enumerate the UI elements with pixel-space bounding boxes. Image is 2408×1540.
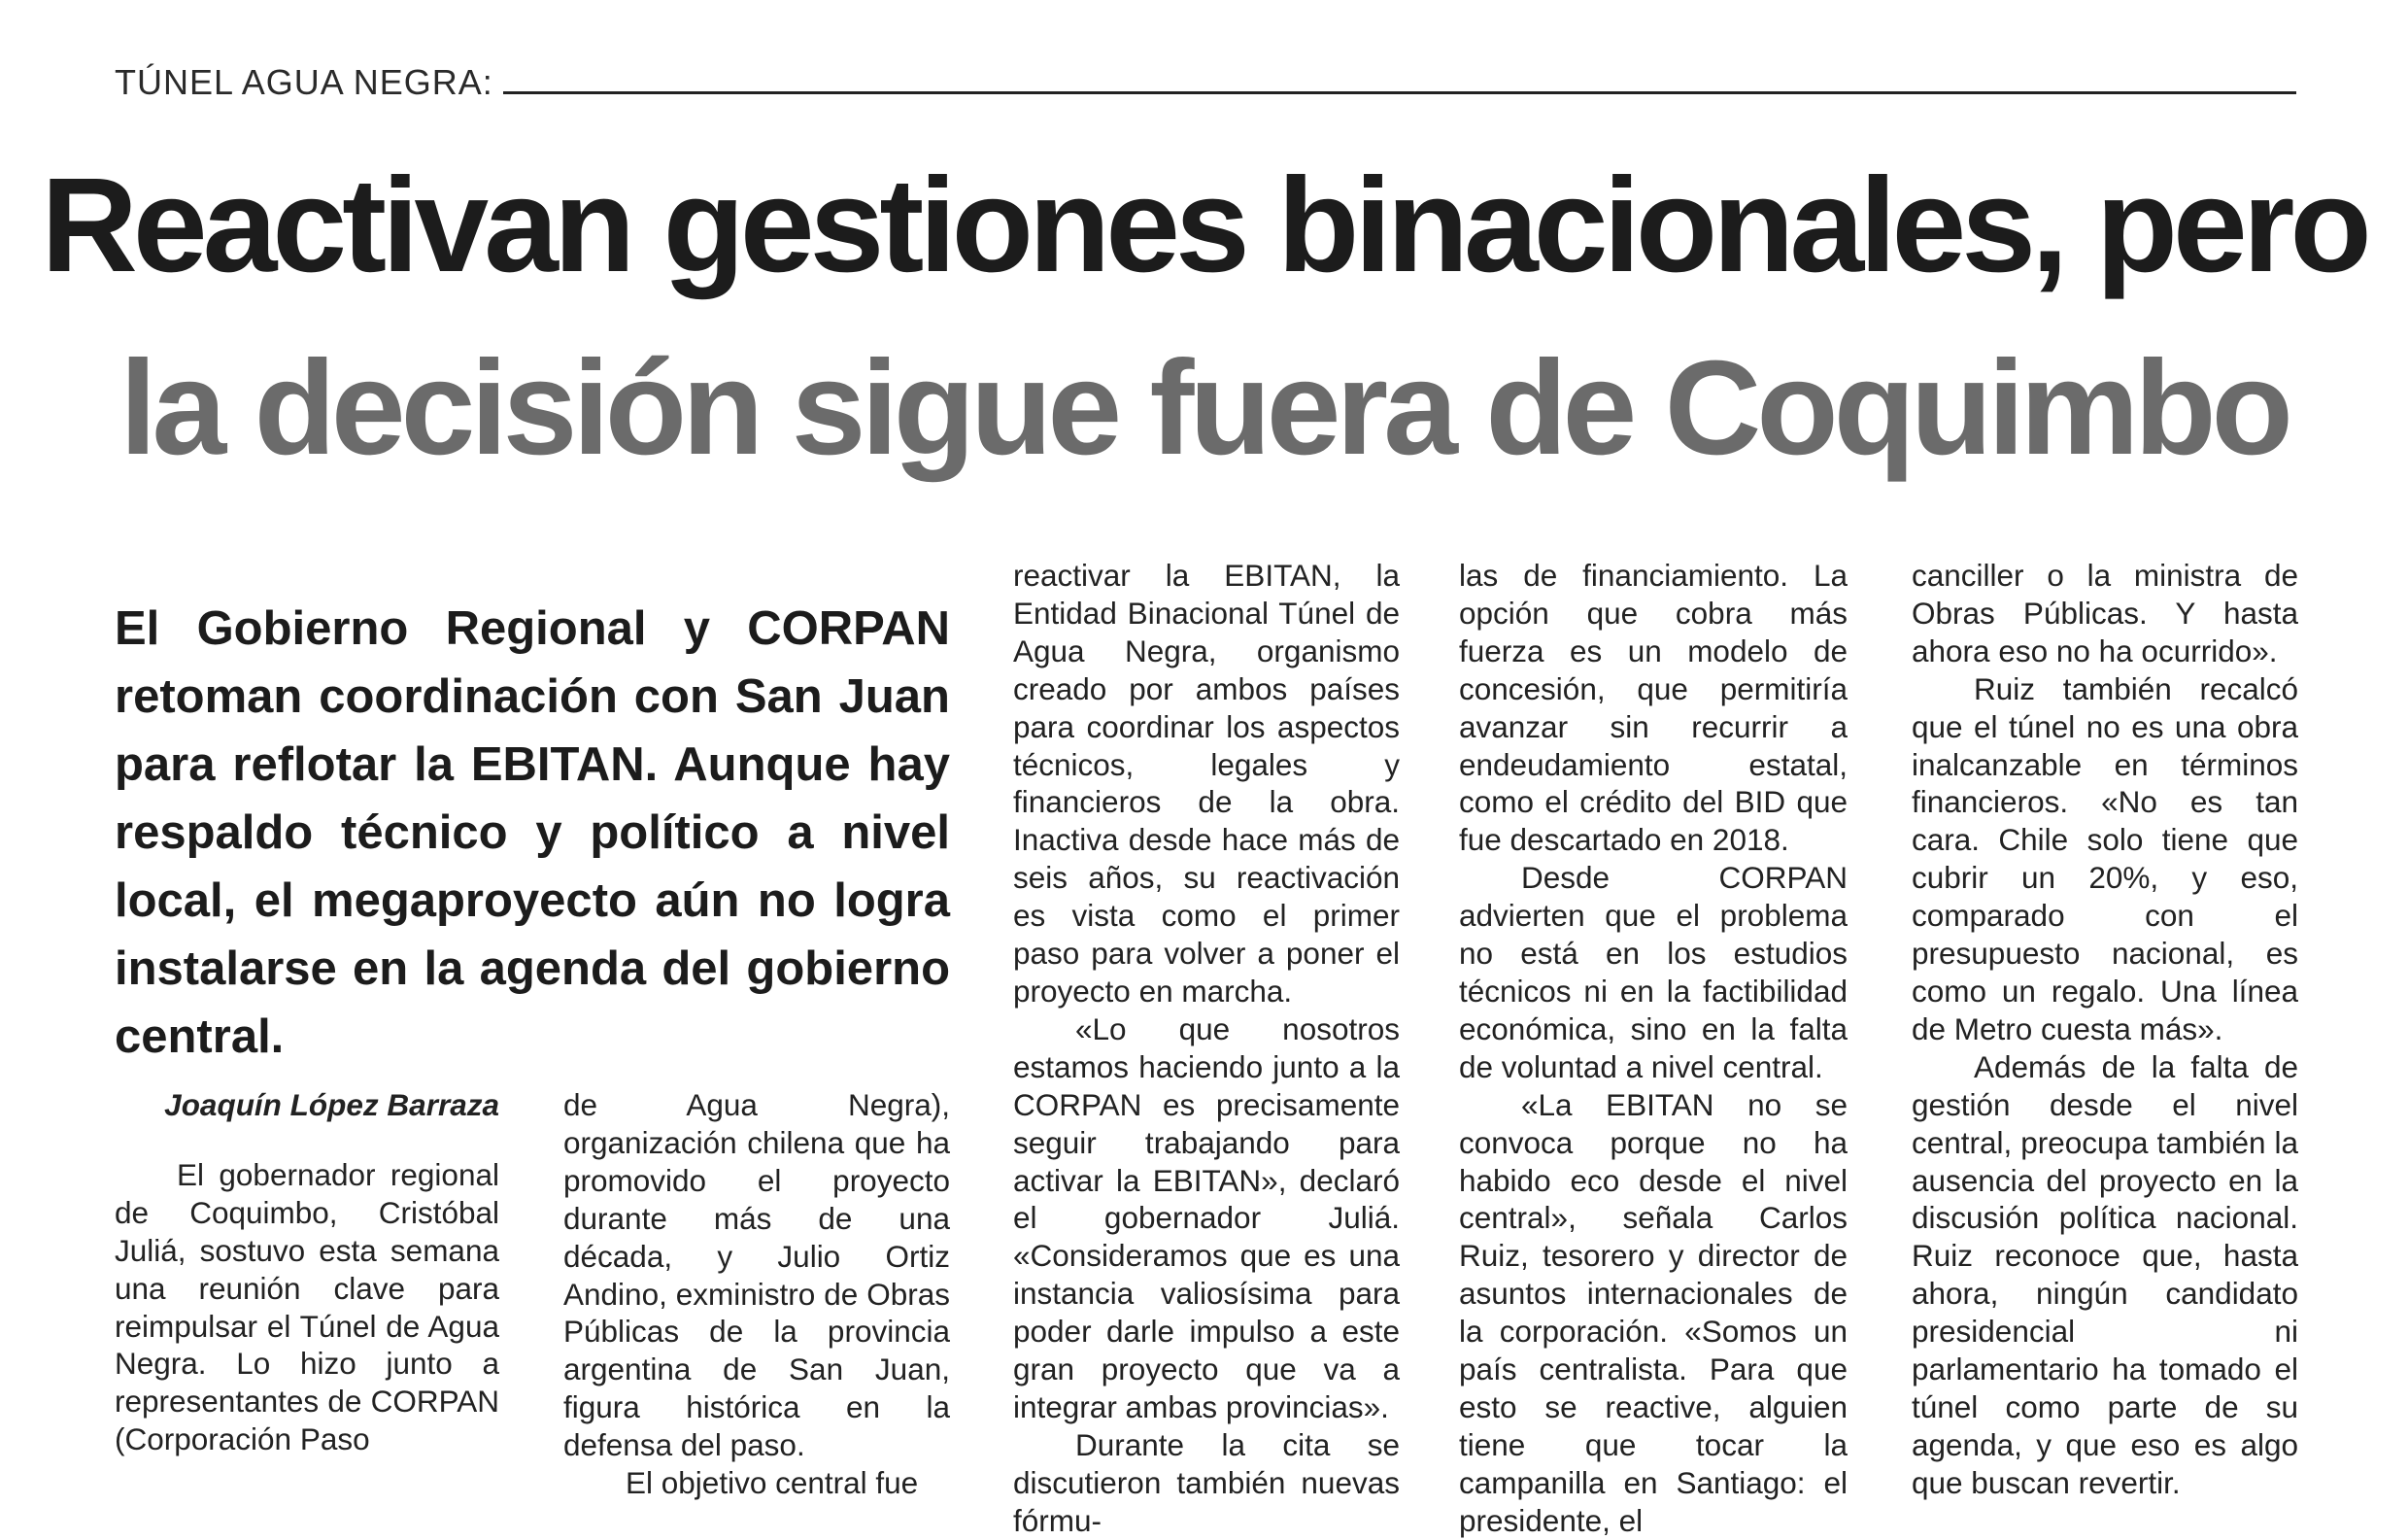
body-paragraph: Además de la falta de gestión desde el nivel central, preocupa también la ausencia del proyecto en la discusión política nacional. Ruiz reconoce que, hasta ahora, ningún candidato presidencial ni parlamentario ha tomado el túnel como parte de su agenda, y que eso es algo que buscan revertir.: [1912, 1048, 2298, 1500]
body-column-1: [115, 1086, 499, 1458]
byline: Joaquín López Barraza: [164, 1087, 499, 1122]
body-column-2: [563, 1086, 950, 1502]
body-paragraph: El objetivo central fue: [626, 1465, 919, 1501]
headline-line-2: la decisión sigue fuera de Coquimbo: [119, 333, 2289, 483]
body-paragraph: Ruiz también recalcó que el túnel no es una obra inalcanzable en términos financieros. «No es tan cara. Chile solo tiene que cubrir un 20%, y eso, comparado con el presupuesto nacional, es como un regalo. Una línea de Metro cuesta más».: [1912, 670, 2298, 1046]
body-paragraph: reactivar la EBITAN, la Entidad Binacional Túnel de Agua Negra, organismo creado por ambos países para coordinar los aspectos técnicos, legales y financieros de la obra. Inactiva desde hace más de seis años, su reactivación es vista como el primer paso para volver a poner el proyecto en marcha.: [1013, 558, 1400, 1009]
body-paragraph: El gobernador regional de Coquimbo, Cristóbal Juliá, sostuvo esta semana una reunión clave para reimpulsar el Túnel de Agua Negra. Lo hizo junto a representantes de CORPAN (Corporación Paso: [115, 1156, 499, 1457]
body-column-4: [1459, 557, 1848, 1540]
body-paragraph: Durante la cita se discutieron también nuevas fórmu-: [1013, 1426, 1400, 1538]
body-paragraph: canciller o la ministra de Obras Públicas. Y hasta ahora eso no ha ocurrido».: [1912, 558, 2298, 668]
body-paragraph: «La EBITAN no se convoca porque no ha habido eco desde el nivel central», señala Carlos Ruiz, tesorero y director de asuntos internacionales de la corporación. «Somos un país centralista. Para que esto se reactive, alguien tiene que tocar la campanilla en Santiago: el presidente, el: [1459, 1086, 1848, 1538]
body-column-5: [1912, 557, 2298, 1502]
body-paragraph: de Agua Negra), organización chilena que ha promovido el proyecto durante más de una década, y Julio Ortiz Andino, exministro de Obras Públicas de la provincia argentina de San Juan, figura histórica en la defensa del paso.: [563, 1087, 950, 1463]
lead-paragraph: El Gobierno Regional y CORPAN retoman coordinación con San Juan para reflotar la EBITAN. Aunque hay respaldo técnico y político a nivel local, el megaproyecto aún no logra instalarse en la agenda del gobierno central.: [115, 602, 950, 1063]
section-rule: [503, 91, 2296, 94]
section-label: TÚNEL AGUA NEGRA:: [115, 62, 493, 102]
headline-line-1: Reactivan gestiones binacionales, pero: [41, 151, 2367, 300]
body-paragraph: Desde CORPAN advierten que el problema no está en los estudios técnicos ni en la factibilidad económica, sino en la falta de voluntad a nivel central.: [1459, 860, 1848, 1084]
body-column-3: [1013, 557, 1400, 1540]
body-paragraph: las de financiamiento. La opción que cobra más fuerza es un modelo de concesión, que permitiría avanzar sin recurrir a endeudamiento estatal, como el crédito del BID que fue descartado en 2018.: [1459, 558, 1848, 858]
body-paragraph: «Lo que nosotros estamos haciendo junto a la CORPAN es precisamente seguir trabajando para activar la EBITAN», declaró el gobernador Juliá. «Consideramos que es una instancia valiosísima para poder darle impulso a este gran proyecto que va a integrar ambas provincias».: [1013, 1010, 1400, 1424]
